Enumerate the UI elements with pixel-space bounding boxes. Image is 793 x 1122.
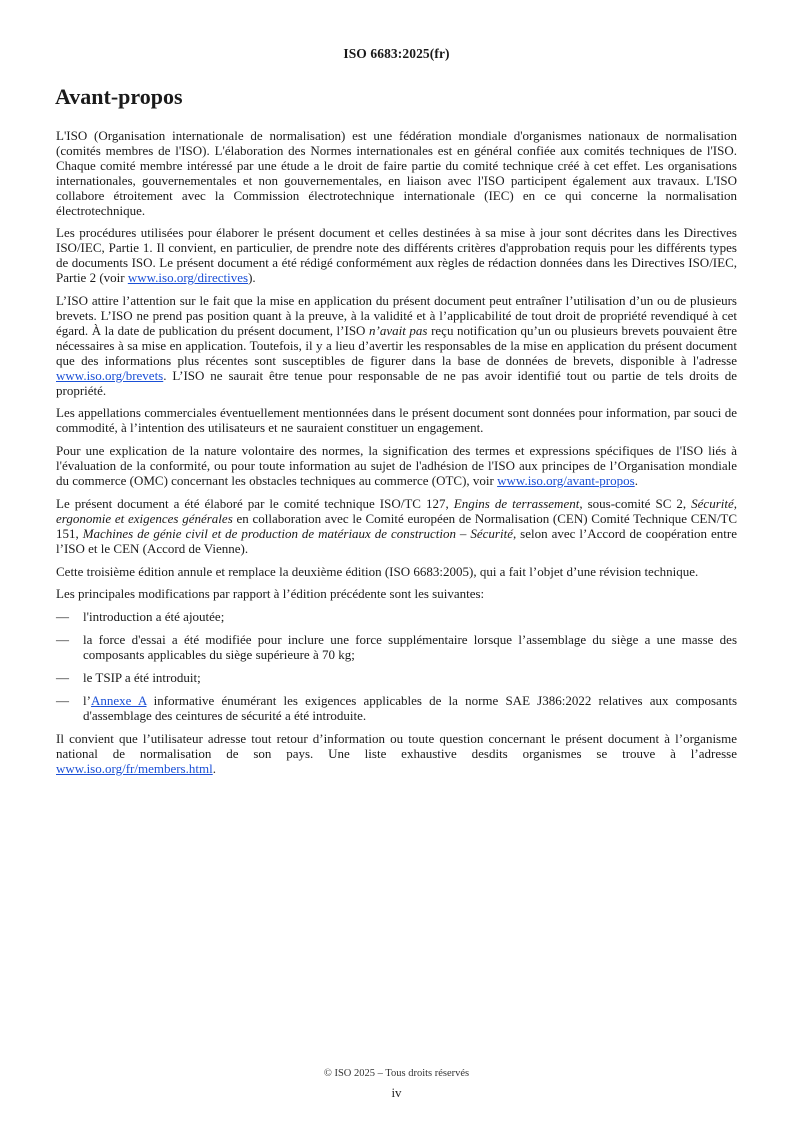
copyright-footer: © ISO 2025 – Tous droits réservés (323, 1068, 470, 1079)
patents-link[interactable]: www.iso.org/brevets (56, 367, 164, 383)
foreword-link[interactable]: www.iso.org/avant-propos (497, 473, 635, 489)
paragraph-iso-intro: L'ISO (Organisation internationale de normalisation) est une fédération mondiale d'organismes nationaux de normalisation (comités membres de l'ISO). L'élaboration des Normes internationales est en général confiée aux comités techniques de l'ISO. Chaque comité membre intéressé par une étude a le droit de faire partie du comité technique créé à cet effet. Les organisations internationales, gouvernementales et non gouvernementales, en liaison avec l'ISO participent également aux travaux. L'ISO collabore étroitement avec la Commission électrotechnique internationale (IEC) en ce qui concerne la normalisation électrotechnique. (56, 128, 737, 218)
paragraph-trade-names: Les appellations commerciales éventuellement mentionnées dans le présent document sont données pour information, par souci de commodité, à l’intention des utilisateurs et ne sauraient constituer un engagement. (56, 405, 737, 436)
dash-bullet-icon: — (56, 670, 69, 686)
document-code-header: ISO 6683:2025(fr) (343, 46, 450, 61)
annex-a-link[interactable]: Annexe A (90, 693, 147, 708)
dash-bullet-icon: — (56, 693, 69, 708)
foreword-body (56, 129, 737, 785)
change-list-item: — l'introduction a été ajoutée; (56, 609, 225, 625)
page-title: Avant-propos (55, 84, 183, 109)
paragraph-feedback: Il convient que l’utilisateur adresse tout retour d’information ou toute question concernant le présent document à l’organisme national de normalisation de son pays. Une liste exhaustive desdits organismes se trouve à l’adresse www.iso.org/fr/members.html. (56, 730, 737, 776)
paragraph-changes-intro: Les principales modifications par rapport à l’édition précédente sont les suivantes: (56, 586, 485, 602)
paragraph-procedures: Les procédures utilisées pour élaborer le présent document et celles destinées à sa mise à jour sont décrites dans les Directives ISO/IEC, Partie 1. Il convient, en particulier, de prendre note des différents critères d'approbation requis pour les différents types de documents ISO. Le présent document a été rédigé conformément aux règles de rédaction données dans les Directives ISO/IEC, Partie 2 (voir www.iso.org/directives). (56, 225, 737, 286)
paragraph-patents: L’ISO attire l’attention sur le fait que la mise en application du présent document peut entraîner l’utilisation d’un ou de plusieurs brevets. L’ISO ne prend pas position quant à la preuve, à la validité et à l’applicabilité de tout droit de propriété revendiqué à cet égard. À la date de publication du présent document, l’ISO n’avait pas reçu notification qu’un ou plusieurs brevets pouvaient être nécessaires à sa mise en application. Toutefois, il y a lieu d’avertir les responsables de la mise en application du présent document que des informations plus récentes sont susceptibles de figurer dans la base de données de brevets, disponible à l'adresse www.iso.org/brevets. L’ISO ne saurait être tenue pour responsable de ne pas avoir identifié tout ou partie de tels droits de propriété. (56, 293, 737, 398)
change-list-item: — le TSIP a été introduit; (56, 670, 201, 686)
directives-link[interactable]: www.iso.org/directives (127, 270, 249, 286)
dash-bullet-icon: — (56, 609, 69, 625)
change-list-item: — l’Annexe A informative énumérant les exigences applicables de la norme SAE J386:2022 relatives aux composants d'assemblage des ceintures de sécurité a été introduite. (56, 693, 737, 723)
members-link[interactable]: www.iso.org/fr/members.html (56, 760, 213, 776)
page-number: iv (391, 1085, 402, 1100)
change-list-item: — la force d'essai a été modifiée pour inclure une force supplémentaire lorsque l’assemblage du siège a une masse des composants applicables du siège supérieure à 70 kg; (56, 632, 737, 663)
paragraph-edition: Cette troisième édition annule et remplace la deuxième édition (ISO 6683:2005), qui a fait l’objet d’une révision technique. (56, 563, 699, 579)
paragraph-committee: Le présent document a été élaboré par le comité technique ISO/TC 127, Engins de terrassement, sous-comité SC 2, Sécurité, ergonomie et exigences générales en collaboration avec le Comité européen de Normalisation (CEN) Comité Technique CEN/TC 151, Machines de génie civil et de production de matériaux de construction – Sécurité, selon avec l’Accord de coopération entre l’ISO et le CEN (Accord de Vienne). (56, 495, 737, 556)
paragraph-voluntary-nature: Pour une explication de la nature volontaire des normes, la signification des termes et expressions spécifiques de l'ISO liés à l'évaluation de la conformité, ou pour toute information au sujet de l'adhésion de l'ISO aux principes de l’Organisation mondiale du commerce (OMC) concernant les obstacles techniques au commerce (OTC), voir www.iso.org/avant-propos. (56, 443, 737, 489)
dash-bullet-icon: — (56, 632, 69, 648)
